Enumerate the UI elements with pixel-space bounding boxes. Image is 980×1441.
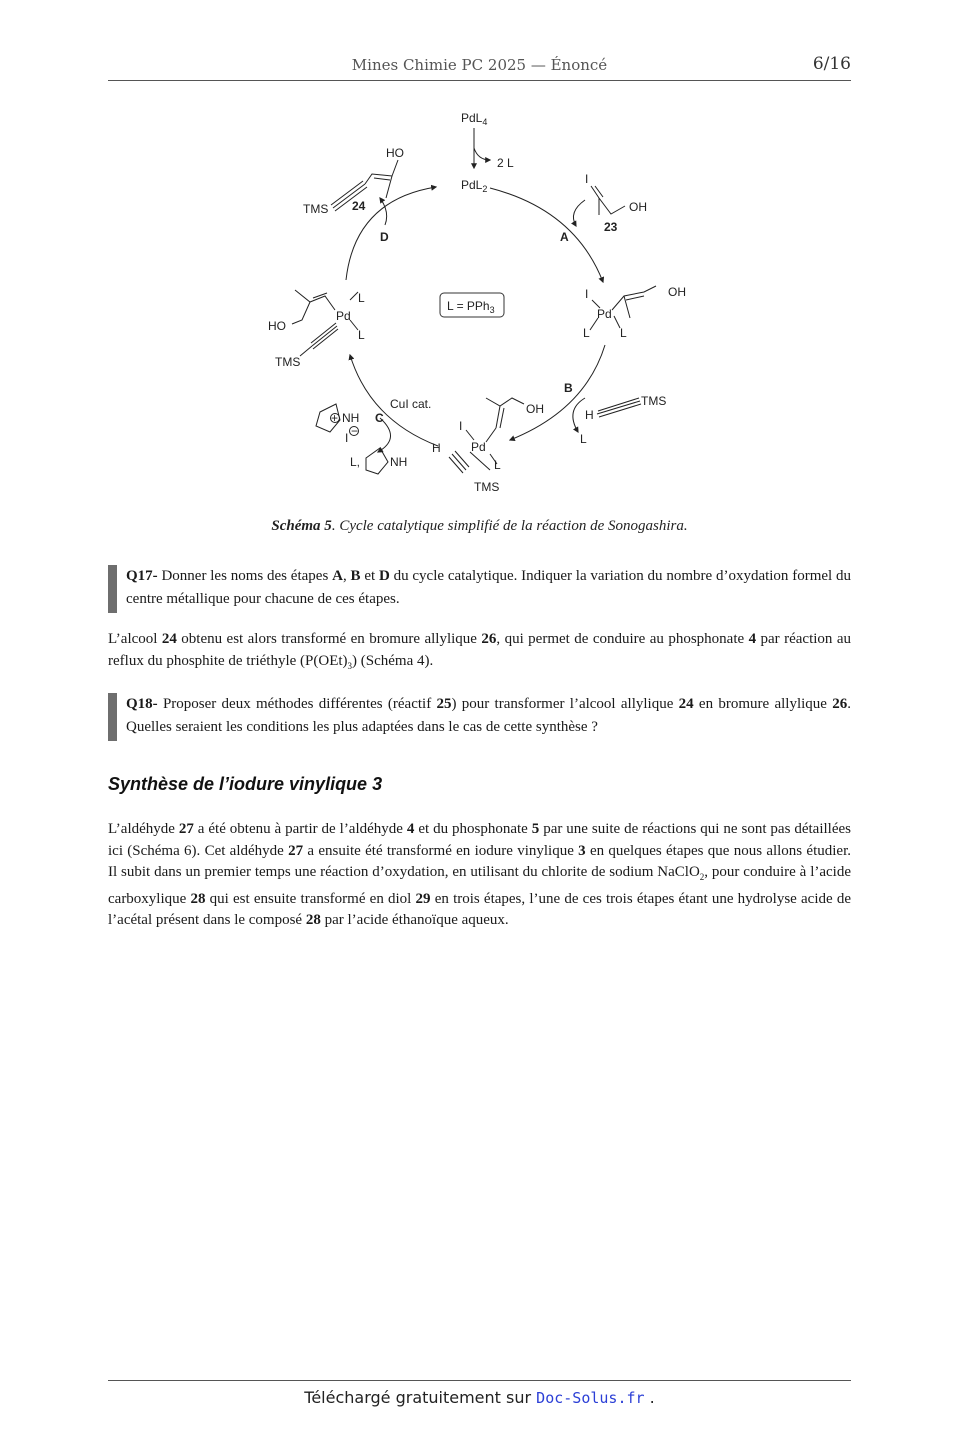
header-title: Mines Chimie PC 2025 — Énoncé xyxy=(351,56,608,74)
page-number: 6/16 xyxy=(812,54,851,74)
h-alkyne: H xyxy=(585,408,594,422)
cycle-arc-a xyxy=(490,188,603,282)
l-released-b: L xyxy=(580,432,587,446)
alkyne-in-arrow xyxy=(573,398,585,432)
minus-2l-label: 2 L xyxy=(497,156,514,170)
pdl4-label: PdL$_4$ xyxy=(461,111,488,127)
pd-complex-alkyne xyxy=(449,398,524,473)
cui-label: CuI cat. xyxy=(390,397,432,411)
paragraph-aldehyde-27: L’aldéhyde 27 a été obtenu à partir de l’aldéhyde 4 et du phosphonate 5 par une suite de réactions qui ne sont pas détaillées ici (Schéma 6). Cet aldéhyde 27 a ensuite été transformé en iodure vinylique 3 en quelques étapes que nous allons étudier. Il subit dans un premier temps une réaction d’oxydation, en utilisant du chlorite de sodium NaClO$_2$, pour conduire à l’acide carboxylique 28 qui est ensuite transformé en diol 29 en trois étapes, l’une de ces trois étapes étant une hydrolyse acide de l’acétal présent dans le composé 28 par l’acide éthanoïque aqueux. xyxy=(108,821,852,928)
caption-label: Schéma 5 xyxy=(271,518,332,534)
doc-solus-link[interactable]: Doc-Solus.fr xyxy=(536,1389,645,1407)
nh-pyrrolidinium: NH xyxy=(342,411,360,425)
l-comma: L, xyxy=(350,455,361,469)
product-out-arrow xyxy=(380,198,387,225)
pd-c: Pd xyxy=(336,309,351,323)
section-title: Synthèse de l’iodure vinylique 3 xyxy=(108,774,383,794)
question-bar xyxy=(108,693,117,741)
l-pd-c-2: L xyxy=(358,328,365,342)
iodine-pd-b: I xyxy=(459,419,463,433)
step-d-label: D xyxy=(380,230,389,244)
sonogashira-catalytic-cycle xyxy=(250,100,720,500)
question-18-text: Q18- Proposer deux méthodes différentes (réactif 25) pour transformer l’alcool allylique 24 en bromure allylique 26. Quelles seraient les conditions les plus adaptées dans le cas de cette synthèse ? xyxy=(126,696,851,735)
step-b-label: B xyxy=(564,381,573,395)
tms-pd-b: TMS xyxy=(474,480,500,494)
scheme-caption xyxy=(108,518,851,535)
tms-acetylene xyxy=(597,398,641,417)
page-header xyxy=(108,52,851,81)
label-24: 24 xyxy=(352,199,366,213)
compound-23 xyxy=(591,186,625,215)
pd-b: Pd xyxy=(471,440,486,454)
step-a-label: A xyxy=(560,230,569,244)
cycle-arc-b xyxy=(510,345,605,440)
paragraph-alcohol-24: L’alcool 24 obtenu est alors transformé en bromure allylique 26, qui permet de conduire au phosphonate 4 par réaction au reflux du phosphite de triéthyle $(P(OEt)_3)$ (Schéma 4). xyxy=(108,631,851,671)
l-pd-a-1: L xyxy=(583,326,590,340)
question-17 xyxy=(108,565,851,613)
minus-charge: − xyxy=(351,424,359,438)
footer-text: Téléchargé gratuitement sur Doc-Solus.fr . xyxy=(304,1388,655,1407)
l-pd-c-1: L xyxy=(358,291,365,305)
question-18 xyxy=(108,693,851,741)
oh-pd-a: OH xyxy=(668,285,686,299)
pdl2-label: PdL$_2$ xyxy=(461,178,488,194)
question-bar xyxy=(108,565,117,613)
ligand-loss-arrow xyxy=(474,148,490,160)
iodide: I xyxy=(345,431,349,445)
substrate-in-arrow xyxy=(573,200,585,226)
oh-pd-b: OH xyxy=(526,402,544,416)
l-pd-a-2: L xyxy=(620,326,627,340)
pd-complex-alkynyl xyxy=(292,290,358,356)
plus-charge: + xyxy=(331,411,339,425)
ligand-box-text: L = PPh$_3$ xyxy=(447,299,495,315)
ho-24: HO xyxy=(386,146,404,160)
ho-pd-c: HO xyxy=(268,319,286,333)
pyrrolidine-ring xyxy=(366,448,388,474)
iodine-23: I xyxy=(585,172,589,186)
tms-24: TMS xyxy=(303,202,329,216)
oh-23: OH xyxy=(629,200,647,214)
l-pd-b: L xyxy=(494,458,501,472)
tms-pd-c: TMS xyxy=(275,355,301,369)
question-17-text: Q17- Donner les noms des étapes A, B et D du cycle catalytique. Indiquer la variation du nombre d’oxydation formel du centre métallique pour chacune de ces étapes. xyxy=(126,568,852,607)
pd-a: Pd xyxy=(597,307,612,321)
caption-text: . Cycle catalytique simplifié de la réaction de Sonogashira. xyxy=(331,518,688,534)
h-pd-b: H xyxy=(432,441,441,455)
iodine-pd-a: I xyxy=(585,287,589,301)
label-23: 23 xyxy=(604,220,618,234)
page-footer xyxy=(108,1380,851,1407)
nh-pyrrolidine: NH xyxy=(390,455,408,469)
step-c-label: C xyxy=(375,411,384,425)
tms-alkyne: TMS xyxy=(641,394,667,408)
